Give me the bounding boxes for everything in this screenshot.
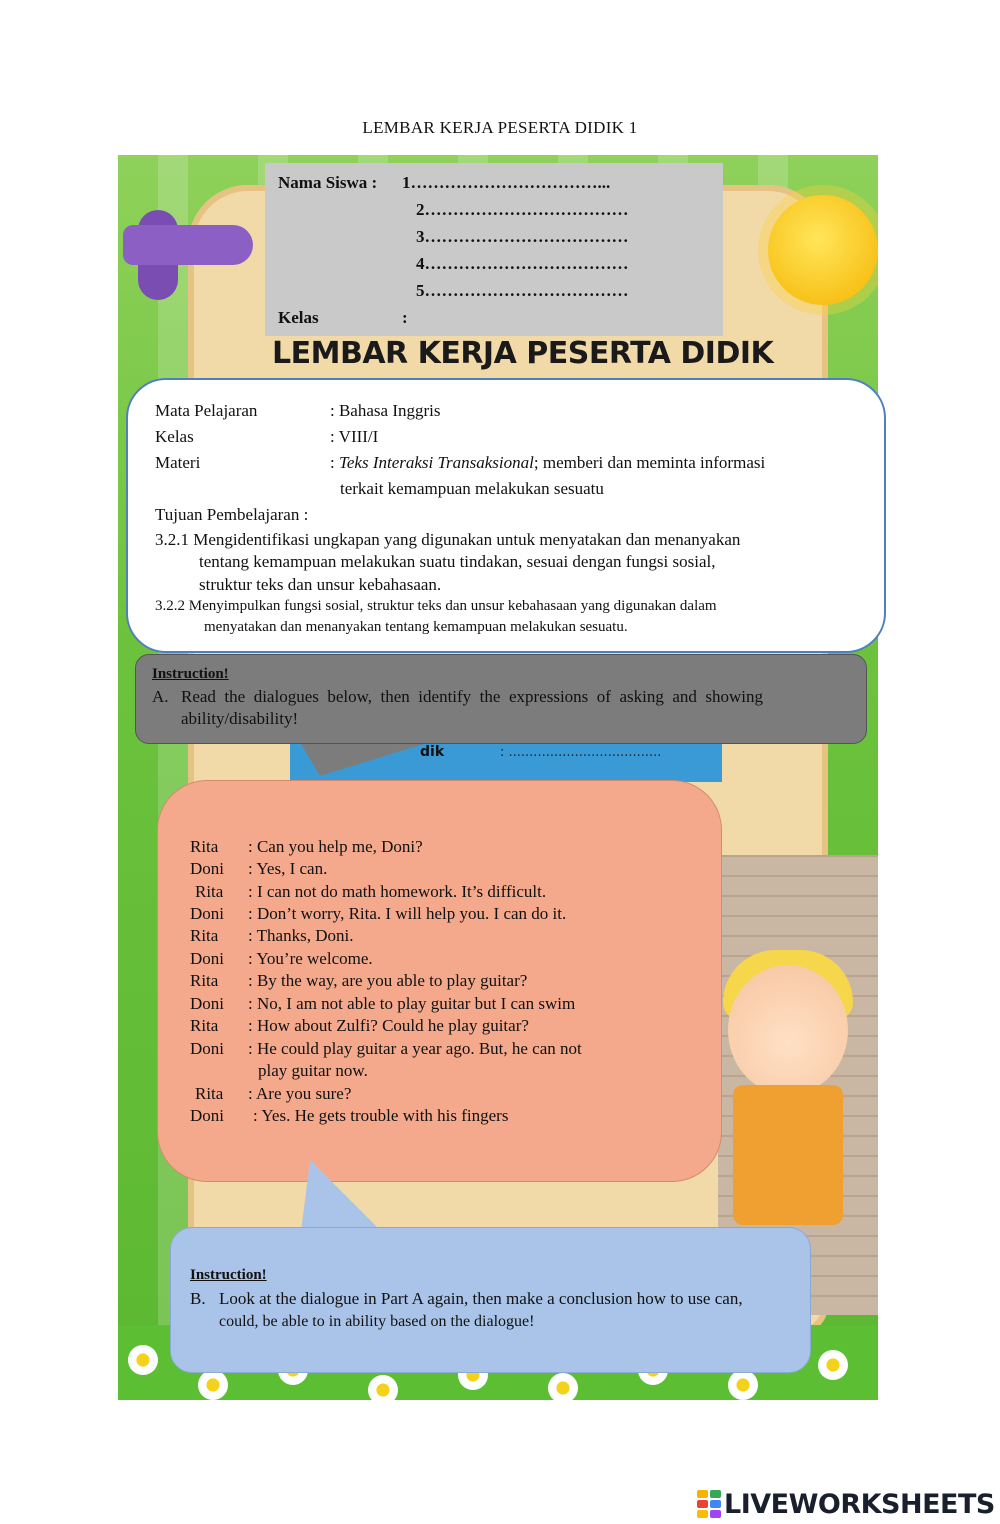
name-line-5[interactable]: 5………………………………: [416, 281, 629, 300]
dialogue-box: [157, 780, 722, 1182]
worksheet-banner: LEMBAR KERJA PESERTA DIDIK: [272, 336, 774, 371]
dialogue-speaker: Doni: [190, 949, 224, 968]
dialogue-speaker: Rita: [195, 882, 224, 901]
dialogue-speaker: Rita: [195, 1084, 224, 1103]
airplane-illustration: [123, 225, 253, 265]
liveworksheets-logo[interactable]: [697, 1488, 995, 1520]
dialogue-line: : No, I am not able to play guitar but I can swim: [248, 994, 576, 1013]
objective-2-line2: menyatakan dan menanyakan tentang kemampuan melakukan sesuatu.: [204, 619, 628, 635]
instruction-b-box: [170, 1227, 811, 1373]
class-value: : VIII/I: [330, 427, 379, 446]
dialogue-speaker: Rita: [190, 926, 219, 945]
dialogue-speaker: Doni: [190, 859, 224, 878]
name-colon: :: [371, 173, 378, 192]
strip-field: : .....................................: [500, 745, 662, 760]
learning-goal-heading: Tujuan Pembelajaran :: [155, 505, 309, 524]
sun-illustration: [768, 195, 878, 305]
class-colon[interactable]: :: [402, 308, 408, 327]
subject-key: Mata Pelajaran: [155, 401, 258, 420]
instruction-a-text-line2: ability/disability!: [181, 709, 299, 728]
instruction-a-box: [135, 654, 867, 744]
dialogue-line: : Yes. He gets trouble with his fingers: [253, 1106, 509, 1125]
dialogue-speaker: Doni: [190, 904, 224, 923]
dialogue-line: play guitar now.: [258, 1061, 368, 1080]
instruction-b-text: Look at the dialogue in Part A again, then make a conclusion how to use can,: [219, 1289, 743, 1308]
name-line-2[interactable]: 2………………………………: [416, 200, 629, 219]
student-name-box: [265, 163, 723, 336]
material-value-line2: terkait kemampuan melakukan sesuatu: [340, 479, 604, 498]
logo-text: LIVEWORKSHEETS: [724, 1488, 995, 1520]
objective-1: 3.2.1 Mengidentifikasi ungkapan yang digunakan untuk menyatakan dan menanyakan: [155, 530, 741, 549]
dialogue-line: : Don’t worry, Rita. I will help you. I can do it.: [248, 904, 567, 923]
dialogue-line: : By the way, are you able to play guitar?: [248, 971, 528, 990]
class-label: Kelas: [278, 308, 319, 327]
dialogue-speaker: Doni: [190, 994, 224, 1013]
name-label: Nama Siswa: [278, 173, 368, 192]
objective-2: 3.2.2 Menyimpulkan fungsi sosial, struktur teks dan unsur kebahasaan yang digunakan dalam: [155, 598, 717, 614]
dialogue-line: : Thanks, Doni.: [248, 926, 354, 945]
dialogue-line: : He could play guitar a year ago. But, he can not: [248, 1039, 582, 1058]
dialogue-speaker: Rita: [190, 971, 219, 990]
subject-info-box: [126, 378, 886, 653]
dialogue-line: : I can not do math homework. It’s difficult.: [248, 882, 547, 901]
subject-value: : Bahasa Inggris: [330, 401, 441, 420]
callout-tail: [300, 742, 430, 776]
material-value: : Teks Interaksi Transaksional; memberi dan meminta informasi: [330, 453, 766, 472]
strip-label: dik: [420, 744, 445, 760]
boy-illustration: [728, 965, 848, 1095]
instruction-b-heading: Instruction!: [190, 1267, 267, 1283]
class-key: Kelas: [155, 427, 194, 446]
dialogue-speaker: Doni: [190, 1039, 224, 1058]
dialogue-line: : You’re welcome.: [248, 949, 373, 968]
dialogue-speaker: Rita: [190, 1016, 219, 1035]
instruction-a-marker: A.: [152, 687, 169, 706]
dialogue-line: : Are you sure?: [248, 1084, 352, 1103]
dialogue-line: : Yes, I can.: [248, 859, 328, 878]
dialogue-speaker: Doni: [190, 1106, 224, 1125]
instruction-a-text: Read the dialogues below, then identify the expressions of asking and showing: [181, 687, 763, 706]
dialogue-line: : How about Zulfi? Could he play guitar?: [248, 1016, 529, 1035]
name-line-3[interactable]: 3………………………………: [416, 227, 629, 246]
liveworksheets-logo-icon: [697, 1490, 721, 1518]
material-key: Materi: [155, 453, 201, 472]
dialogue-speaker: Rita: [190, 837, 219, 856]
boy-body-illustration: [733, 1085, 843, 1225]
instruction-b-text-line2: could, be able to in ability based on the dialogue!: [219, 1313, 535, 1330]
instruction-b-marker: B.: [190, 1289, 206, 1308]
name-line-1[interactable]: 1……………………………...: [402, 173, 611, 192]
instruction-a-heading: Instruction!: [152, 666, 229, 682]
name-line-4[interactable]: 4………………………………: [416, 254, 629, 273]
objective-1-line3: struktur teks dan unsur kebahasaan.: [199, 575, 442, 594]
objective-1-line2: tentang kemampuan melakukan suatu tindakan, sesuai dengan fungsi sosial,: [199, 552, 716, 571]
dialogue-line: : Can you help me, Doni?: [248, 837, 423, 856]
page-title: LEMBAR KERJA PESERTA DIDIK 1: [362, 118, 638, 137]
